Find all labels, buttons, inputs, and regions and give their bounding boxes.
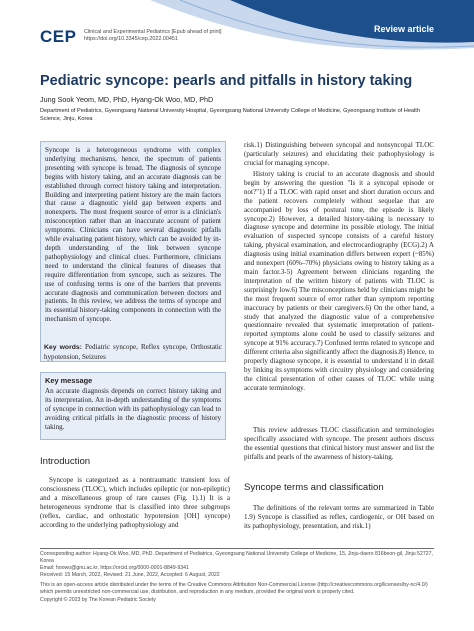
license-note: This is an open-access article distributed under the terms of the Creative Commons Attribution Non-Commercial License (http://creativecommons.org/licenses/by-nc/4.0/) which permits unrestricted non-commercial use, distribution, and reproduction in any medium, provided the original work is properly cited. bbox=[40, 582, 428, 596]
copyright-note: Copyright © 2023 by The Korean Pediatric Society bbox=[40, 596, 156, 603]
key-message-heading: Key message bbox=[45, 376, 93, 385]
journal-logo[interactable]: CEP bbox=[40, 27, 77, 46]
footer-divider bbox=[40, 548, 434, 549]
correspondence-note: Corresponding author: Hyang-Ok Woo, MD, PhD. Department of Pediatrics, Gyeongsang National University College of Medicine, 15, Jinju-daero 816beon-gil, Jinju 52727, Korea bbox=[40, 551, 433, 565]
keywords-text: Pediatric syncope, Reflex syncope, Orthostatic hypotension, Seizures bbox=[44, 343, 222, 361]
abstract-text: Syncope is a heterogeneous syndrome with complex underlying mechanisms, hence, the spectrum of patients presenting with syncope is broad. The diagnosis of syncope begins with history taking, and an accurate diagnosis can be established through correct history taking and interpretation. Building and interpreting patient history are the main factors that cause a diagnostic yield gap between experts and nonexperts. The most frequent source of error is a clinician's misconception rather than an inaccurate account of patient symptoms. Clinicians can have several diagnostic pitfalls while evaluating patient history, which can be avoided by in-depth understanding of the link between syncope pathophysiology and clinical clues. Furthermore, clinicians need to understand the clinical features of diseases that require differentiation from syncope, such as seizures. The use of confusing terms is one of the barriers that prevents accurate diagnosis and communication between doctors and patients. In this review, we address the terms of syncope and its essential history-taking components in connection with the mechanism of syncope. bbox=[45, 146, 221, 324]
header-band bbox=[0, 0, 474, 70]
author-affiliation: Department of Pediatrics, Gyeongsang National University Hospital, Gyeongsang National University College of Medicine, Gyeongsang Institute of Health Science, Jinju, Korea bbox=[40, 108, 420, 122]
article-title: Pediatric syncope: pearls and pitfalls in history taking bbox=[40, 73, 413, 89]
journal-citation bbox=[84, 29, 222, 43]
body-paragraph-2: History taking is crucial to an accurate diagnosis and should begin by answering the question "Is it a syncopal episode or not?"1) If a TLOC with rapid onset and short duration occurs and the patient recovers completely without sequelae that are accompanied by loss of postural tone, the episode is likely syncope.2) However, a detailed history-taking is necessary to diagnose syncope and determine its possible etiology. The initial evaluation of suspected syncope consists of a careful history taking, physical examination, and electrocardiography (ECG).2) A diagnosis using initial examination differs between expert (~85%) and nonexpert (60%–70%) physicians owing to history taking as a main factor.3-5) Agreement between clinicians regarding the interpretation of the written history of patients with TLOC is surprisingly low.6) The misconceptions held by clinicians might be the most frequent source of error rather than symptom reporting inaccuracy by patients or their caregivers.6) On the other hand, a study that analyzed the diagnostic value of a comprehensive questionnaire revealed that systematic interpretation of patient-reported symptoms alone could be used to classify seizures and syncope at 91% accuracy.7) Confused terms related to syncope and different criteria also significantly affect the diagnosis.8) Hence, to properly diagnose syncope, it is essential to understand it in detail by linking its symptoms with circuitry physiology and considering the clinical presentation of other causes of TLOC while using accurate terminology. bbox=[244, 170, 434, 392]
doi-link[interactable]: https://doi.org/10.3345/cep.2022.00451 bbox=[84, 36, 178, 42]
email-contact[interactable]: Email: hoowo@gnu.ac.kr, https://orcid.org/0000-0001-8849-9341 bbox=[40, 565, 189, 572]
body-paragraph-4: The definitions of the relevant terms are summarized in Table 1.9) Syncope is classified as reflex, cardiogenic, or OH based on its pathophysiology, presentation, and risk.1) bbox=[244, 504, 434, 530]
syncope-terms-heading: Syncope terms and classification bbox=[244, 482, 384, 493]
article-dates: Received: 15 March, 2022, Revised: 21 June, 2022, Accepted: 6 August, 2022 bbox=[40, 572, 220, 579]
article-type-badge: Review article bbox=[374, 24, 435, 34]
keywords bbox=[40, 343, 226, 362]
journal-name: Clinical and Experimental Pediatrics [Epub ahead of print] bbox=[84, 29, 222, 35]
body-paragraph-1: risk.1) Distinguishing between syncopal and nonsyncopal TLOC (particularly seizures) and elucidating their pathophysiology is crucial for managing syncope. bbox=[244, 141, 434, 167]
body-paragraph-3: This review addresses TLOC classification and terminologies specifically associated with syncope. The present authors discuss the essential questions that clinical history must answer and list the pitfalls and pearls of the awareness of history-taking. bbox=[244, 426, 434, 461]
introduction-heading: Introduction bbox=[40, 456, 91, 467]
article-footer bbox=[40, 551, 440, 604]
key-message-box bbox=[40, 372, 226, 440]
key-message-text: An accurate diagnosis depends on correct history taking and its interpretation. An in-depth understanding of the symptoms of syncope in connection with its pathophysiology can lead to avoiding critical pitfalls in the diagnostic process of history taking. bbox=[45, 387, 221, 431]
keywords-label: Key words: bbox=[44, 344, 82, 351]
author-list: Jung Sook Yeom, MD, PhD, Hyang-Ok Woo, MD, PhD bbox=[40, 95, 214, 104]
introduction-paragraph: Syncope is categorized as a nontraumatic transient loss of consciousness (TLOC), which includes epileptic (or non-epileptic) and a miscellaneous group of rare causes (Fig. 1).1) It is a heterogeneous syndrome that is classified into three subgroups (reflex, cardiac, and orthostatic hypotension [OH] syncope) according to the underlying pathophysiology and bbox=[40, 476, 230, 529]
abstract-box bbox=[40, 141, 226, 362]
